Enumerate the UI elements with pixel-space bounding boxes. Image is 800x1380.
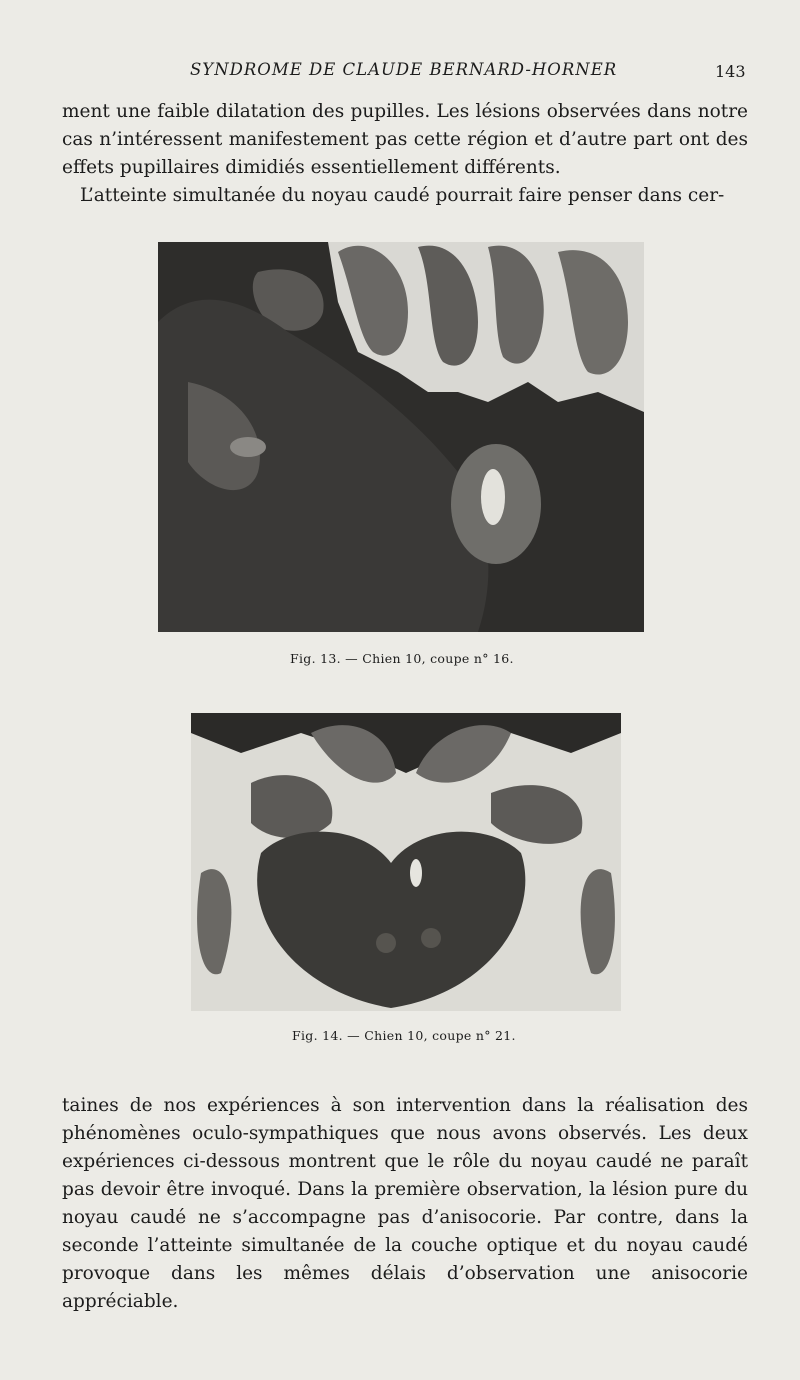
paragraph-bottom: taines de nos expériences à son intervention dans la réalisation des phénomènes oculo-sympathiques que nous avons observés. Les deux expériences ci-dessous montrent que le rôle du noyau caudé ne paraît pas devoir être invoqué. Dans la première observation, la lésion pure du noyau caudé ne s’accompagne pas d’anisocorie. Par contre, dans la seconde l’atteinte simultanée de la couche optique et du noyau caudé provoque dans les mêmes délais d’observation une anisocorie appréciable. — [62, 1095, 748, 1312]
paragraph-top — [62, 98, 748, 210]
paragraph-second: L’atteinte simultanée du noyau caudé pourrait faire penser dans cer- — [80, 185, 725, 206]
page-number: 143 — [715, 62, 746, 81]
running-title: SYNDROME DE CLAUDE BERNARD-HORNER — [190, 60, 618, 79]
figure-14-brain-section-photo — [191, 713, 621, 1011]
figure-14-caption: Fig. 14. — Chien 10, coupe n° 21. — [292, 1028, 516, 1043]
paragraph-continuation: ment une faible dilatation des pupilles. Les lésions observées dans notre cas n’intéressent manifestement pas cette région et d’autre part ont des effets pupillaires dimidiés essentiellement différents. — [62, 101, 748, 178]
figure-13-caption: Fig. 13. — Chien 10, coupe n° 16. — [290, 651, 514, 666]
figure-13-brain-section-photo — [158, 242, 644, 632]
